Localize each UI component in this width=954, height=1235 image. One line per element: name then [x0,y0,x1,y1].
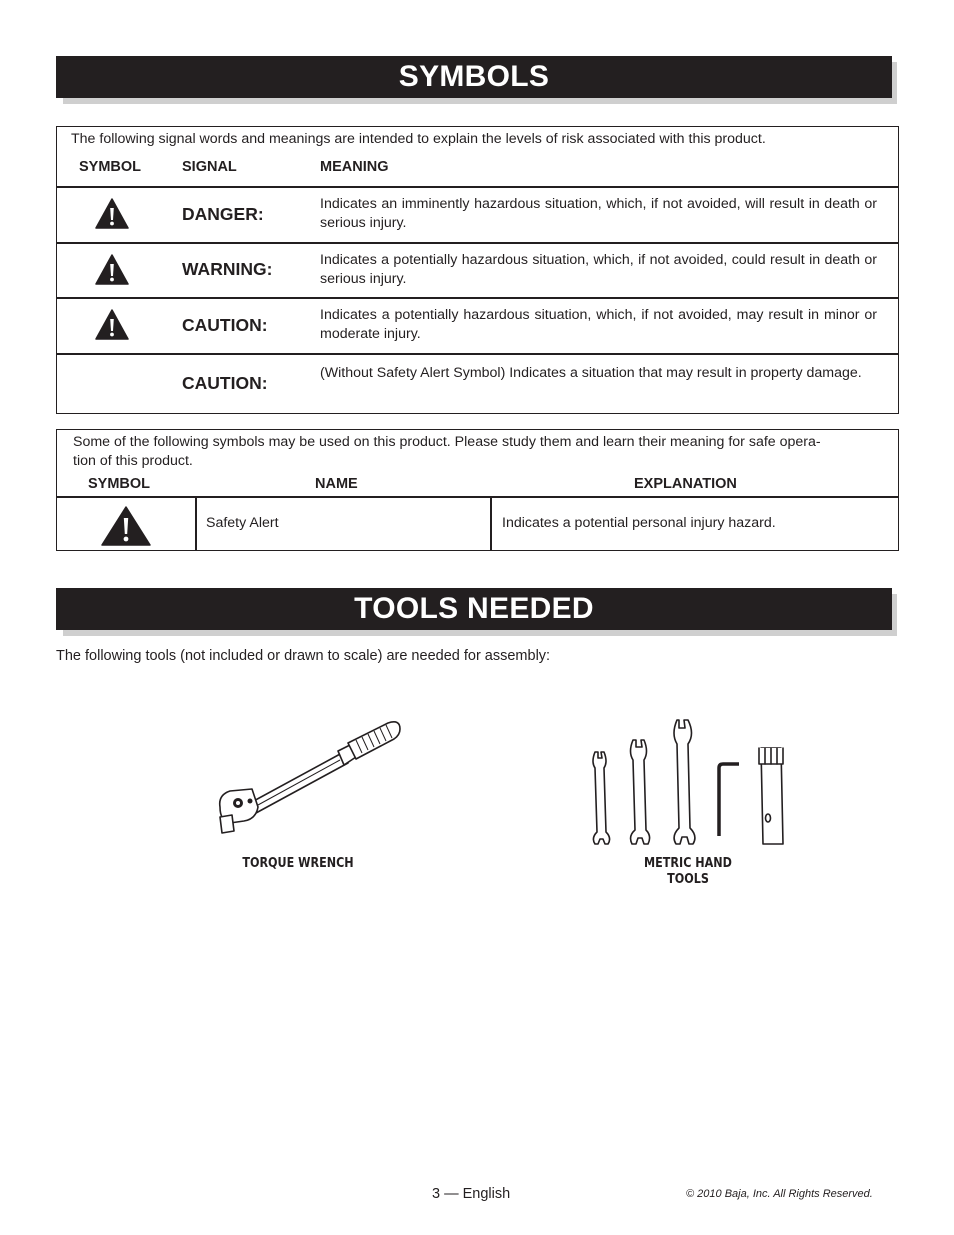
page-number: 3 — English [432,1186,511,1202]
meaning-caution-property: (Without Safety Alert Symbol) Indicates a situation that may result in property damage. [320,365,862,381]
signal-header-signal: SIGNAL [182,159,237,175]
safety-alert-triangle-icon [95,309,129,340]
signal-warning: WARNING: [182,259,273,279]
tools-title: TOOLS NEEDED [354,592,594,625]
meaning-caution: Indicates a potentially hazardous situation, which, if not avoided, may result in minor or moderate injury. [320,307,877,342]
symbol-explanation-safety-alert: Indicates a potential personal injury hazard. [502,515,776,531]
table-divider [57,353,898,355]
symbol-explanation-table [56,429,899,551]
torque-wrench-label: TORQUE WRENCH [242,856,354,871]
signal-danger: DANGER: [182,204,264,224]
meaning-warning: Indicates a potentially hazardous situation, which, if not avoided, could result in death or serious injury. [320,252,877,287]
signal-table-intro: The following signal words and meanings are intended to explain the levels of risk associated with this product. [71,131,766,147]
metric-hand-tools-label-line2: TOOLS [667,872,709,887]
tools-intro: The following tools (not included or drawn to scale) are needed for assembly: [56,648,551,664]
symbol-table-intro-line2: tion of this product. [73,453,193,469]
table-column-divider [490,496,492,550]
symbols-title: SYMBOLS [398,60,550,93]
safety-alert-triangle-icon [95,254,129,285]
table-divider [57,242,898,244]
table-divider [57,297,898,299]
signal-header-symbol: SYMBOL [79,159,142,175]
table-divider [57,496,898,498]
symbol-header-symbol: SYMBOL [88,476,151,492]
signal-caution: CAUTION: [182,315,268,335]
safety-alert-triangle-icon [101,506,151,546]
symbol-header-name: NAME [315,476,358,492]
metric-hand-tools-label-line1: METRIC HAND [644,856,732,871]
symbol-table-intro-line1: Some of the following symbols may be used on this product. Please study them and learn their meaning for safe opera- [73,434,821,450]
safety-alert-triangle-icon [95,198,129,229]
signal-caution-property: CAUTION: [182,373,268,393]
metric-hand-tools-icon [585,718,790,850]
signal-header-meaning: MEANING [320,159,389,175]
copyright: © 2010 Baja, Inc. All Rights Reserved. [686,1188,873,1200]
table-column-divider [195,496,197,550]
meaning-danger: Indicates an imminently hazardous situation, which, if not avoided, will result in death or serious injury. [320,196,877,231]
table-divider [57,186,898,188]
torque-wrench-icon [210,715,410,840]
symbol-name-safety-alert: Safety Alert [206,515,279,531]
symbol-header-explanation: EXPLANATION [634,476,737,492]
signal-words-table [56,126,899,414]
